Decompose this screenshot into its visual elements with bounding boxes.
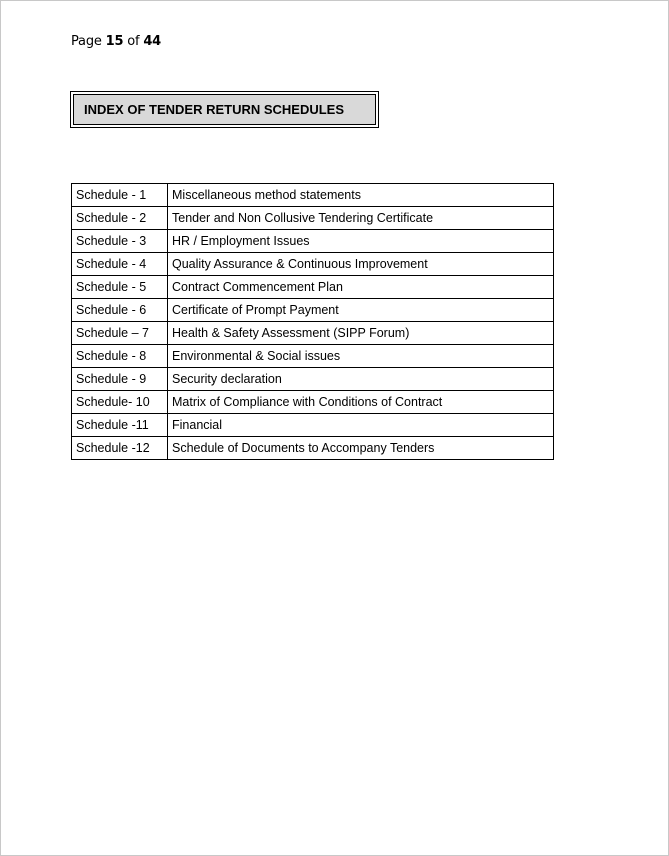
page-number (71, 34, 161, 49)
schedule-number: Schedule -12 (72, 437, 168, 460)
schedule-number: Schedule - 2 (72, 207, 168, 230)
table-row (72, 230, 554, 253)
table-row (72, 253, 554, 276)
schedule-number: Schedule – 7 (72, 322, 168, 345)
schedule-description: Security declaration (168, 368, 554, 391)
schedule-description: Environmental & Social issues (168, 345, 554, 368)
schedule-number: Schedule - 1 (72, 184, 168, 207)
schedule-description: Quality Assurance & Continuous Improvement (168, 253, 554, 276)
schedule-number: Schedule - 8 (72, 345, 168, 368)
page-current: 15 (105, 34, 124, 49)
table-row (72, 391, 554, 414)
of-word: of (127, 34, 140, 49)
schedules-table (71, 183, 554, 460)
table-row (72, 437, 554, 460)
table-row (72, 299, 554, 322)
table-row (72, 207, 554, 230)
schedule-number: Schedule - 3 (72, 230, 168, 253)
schedule-description: Health & Safety Assessment (SIPP Forum) (168, 322, 554, 345)
table-row (72, 276, 554, 299)
schedule-description: Contract Commencement Plan (168, 276, 554, 299)
schedule-description: Certificate of Prompt Payment (168, 299, 554, 322)
section-title: INDEX OF TENDER RETURN SCHEDULES (73, 94, 376, 125)
page-total: 44 (143, 34, 162, 49)
schedule-description: Schedule of Documents to Accompany Tenders (168, 437, 554, 460)
schedule-number: Schedule - 4 (72, 253, 168, 276)
table-row (72, 345, 554, 368)
schedule-number: Schedule - 9 (72, 368, 168, 391)
table-row (72, 322, 554, 345)
schedule-number: Schedule- 10 (72, 391, 168, 414)
page-word: Page (71, 34, 102, 49)
table-row (72, 184, 554, 207)
schedule-description: HR / Employment Issues (168, 230, 554, 253)
schedule-description: Financial (168, 414, 554, 437)
section-title-box (70, 91, 379, 128)
table-row (72, 368, 554, 391)
table-row (72, 414, 554, 437)
schedule-number: Schedule -11 (72, 414, 168, 437)
schedule-description: Tender and Non Collusive Tendering Certificate (168, 207, 554, 230)
schedule-description: Miscellaneous method statements (168, 184, 554, 207)
schedule-description: Matrix of Compliance with Conditions of Contract (168, 391, 554, 414)
schedule-number: Schedule - 6 (72, 299, 168, 322)
schedule-number: Schedule - 5 (72, 276, 168, 299)
